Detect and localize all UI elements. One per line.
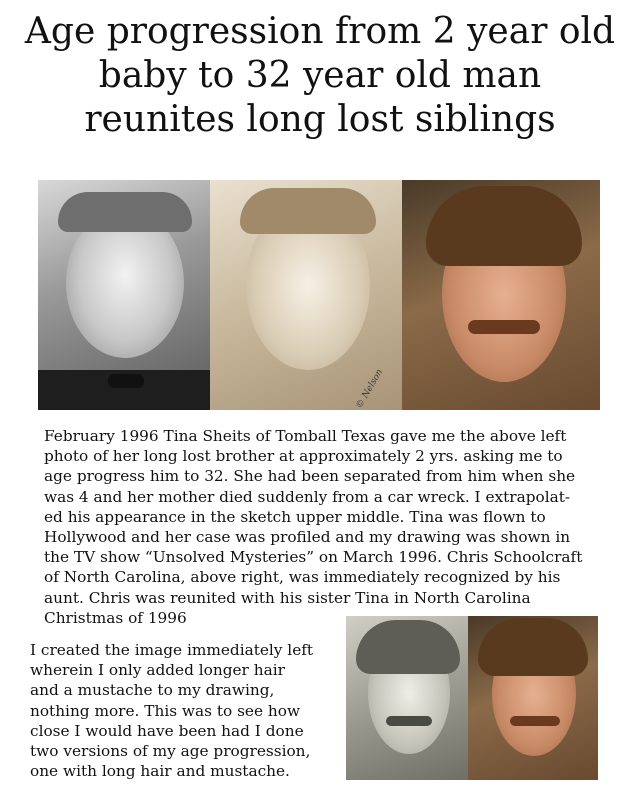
text-line: wherein I only added longer hair [30, 661, 285, 680]
story-paragraph [44, 426, 604, 628]
adult-photo [402, 180, 600, 410]
text-line: February 1996 Tina Sheits of Tomball Texas gave me the above left [44, 427, 567, 445]
text-line: two versions of my age progression, [30, 742, 311, 761]
title-line: baby to 32 year old man [98, 55, 542, 96]
text-line: age progress him to 32. She had been separated from him when she [44, 467, 576, 486]
text-line: nothing more. This was to see how [30, 701, 301, 720]
title-line: reunites long lost siblings [84, 99, 556, 140]
comparison-paragraph [30, 640, 346, 781]
modified-sketch [346, 616, 468, 780]
text-line: Hollywood and her case was profiled and my drawing was shown in [44, 528, 571, 547]
text-line: one with long hair and mustache. [30, 762, 290, 781]
text-line: was 4 and her mother died suddenly from a car wreck. I extrapolat- [44, 487, 571, 506]
text-line: ed his appearance in the sketch upper middle. Tina was flown to [44, 507, 546, 526]
age-progression-sketch [210, 180, 402, 410]
toddler-photo [38, 180, 210, 410]
text-line: and a mustache to my drawing, [30, 681, 275, 700]
page-title [0, 10, 640, 142]
artist-signature: © Nelson [354, 367, 386, 410]
text-line: aunt. Chris was reunited with his sister Tina in North Carolina [44, 588, 531, 607]
text-line: of North Carolina, above right, was immediately recognized by his [44, 568, 561, 587]
text-line: the TV show “Unsolved Mysteries” on March 1996. Chris Schoolcraft [44, 548, 583, 567]
adult-photo-closeup [468, 616, 598, 780]
text-line: close I would have been had I done [30, 721, 304, 740]
text-line: I created the image immediately left [30, 641, 314, 659]
text-line: Christmas of 1996 [44, 608, 187, 627]
title-line: Age progression from 2 year old [24, 11, 616, 52]
text-line: photo of her long lost brother at approximately 2 yrs. asking me to [44, 447, 563, 466]
